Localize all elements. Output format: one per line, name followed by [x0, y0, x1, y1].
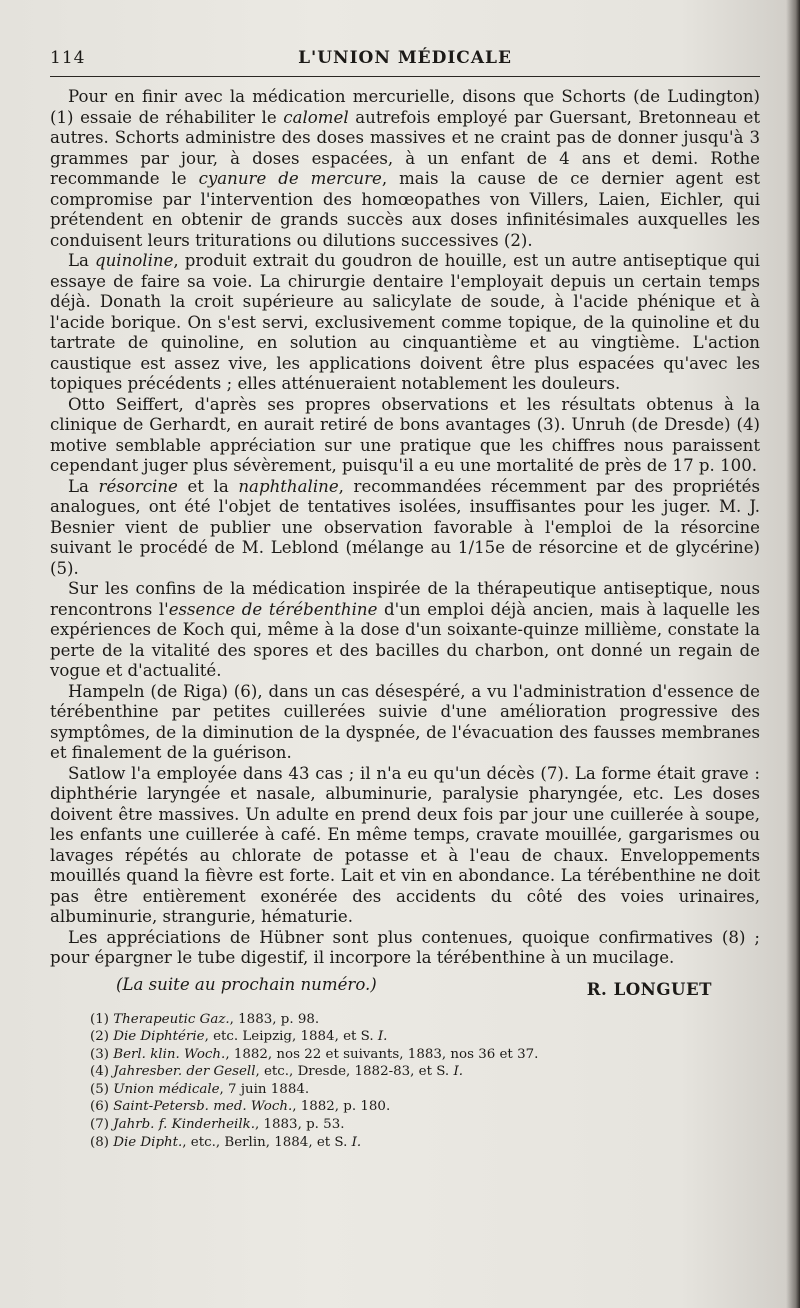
footnote [90, 1134, 760, 1152]
author-signature: R. LONGUET [586, 978, 712, 999]
text-run: d'un emploi déjà ancien, mais à laquelle les expériences de Koch qui, même à la dose d'un soixante-quinze millième, constate la perte de la vitalité des spores et des bacilles du charbon, ont donné un regain de vogue et d'actualité. [50, 599, 760, 680]
italic-term: essence de térébenthine [168, 599, 378, 619]
footnote-text: (6) [90, 1099, 114, 1115]
text-run: , produit extrait du goudron de houille, est un autre antiseptique qui essaye de faire sa voie. La chirurgie dentaire l'employait depuis un certain temps déjà. Donath la croit supérieure au salicylate de soude, à l'acide phénique et à l'acide borique. On s'est servi, exclusivement comme topique, de la quinoline et du tartrate de quinoline, en solution au cinquantième et au vingtième. L'action caustique est assez vive, les applications doivent être plus espacées qu'avec les topiques précédents ; elles atténueraient notablement les douleurs. [50, 251, 760, 393]
footnote-text: (3) [90, 1046, 114, 1062]
text-run: Pour en finir avec la médication mercurielle, disons que Schorts (de Ludington) (1) essaie de réhabiliter le [50, 87, 760, 127]
text-run: Otto Seiffert, d'après ses propres observations et les résultats obtenus à la clinique de Gerhardt, en aurait retiré de bons avantages (3). Unruh (de Dresde) (4) motive semblable appréciation sur une pratique que les chiffres nous paraissent cependant juger plus sévèrement, puisqu'il a eu une mortalité de près de 17 p. 100. [50, 394, 760, 475]
footnote-text: , 1882, nos 22 et suivants, 1883, nos 36 et 37. [225, 1046, 539, 1062]
page-header [50, 46, 760, 77]
page-edge-shadow [786, 0, 800, 1308]
footnote [90, 1116, 760, 1134]
footnote-text: , etc., Dresde, 1882-83, et S. [255, 1064, 454, 1080]
footnote-text: , 1883, p. 98. [229, 1011, 320, 1027]
italic-term: naphthaline [238, 476, 339, 496]
footnote [90, 1063, 760, 1081]
footnote-source: Berl. klin. Woch. [113, 1046, 226, 1062]
text-run: La [68, 476, 99, 496]
paragraph [50, 682, 760, 764]
footnote-text: , 7 juin 1884. [219, 1081, 310, 1097]
footnote-source: I. [377, 1029, 388, 1045]
footnote-text: , 1882, p. 180. [292, 1099, 391, 1115]
footnotes [50, 1011, 760, 1152]
paragraph [50, 579, 760, 682]
text-run: Hampeln (de Riga) (6), dans un cas désespéré, a vu l'administration d'essence de térébenthine par petites cuillerées suivie d'une amélioration progressive des symptômes, de la diminution de la dyspnée, de l'évacuation des fausses membranes et finalement de la guérison. [50, 681, 760, 762]
footnote-source: Therapeutic Gaz. [113, 1011, 230, 1027]
text-run: et la [177, 476, 239, 496]
footnote-text: (2) [90, 1029, 114, 1045]
footnote-source: Jahrb. f. Kinderheilk. [113, 1117, 255, 1133]
paragraph [50, 477, 760, 580]
text-run: La [68, 251, 95, 270]
italic-term: quinoline [94, 251, 174, 270]
footnote [90, 1011, 760, 1029]
footnote-source: Union médicale [113, 1081, 220, 1097]
italic-term: résorcine [98, 476, 178, 496]
footnote-text: (4) [90, 1064, 114, 1080]
text-run: , recommandées récemment par des propriétés analogues, ont été l'objet de tentatives isolées, insuffisantes pour les juger. M. J. Besnier vient de publier une observation favorable à l'emploi de la résorcine suivant le procédé de M. Leblond (mélange au 1/15e de résorcine et de glycérine) (5). [50, 476, 760, 578]
article-closing [50, 975, 760, 999]
italic-term: cyanure de mercure [198, 169, 382, 188]
footnote-text: (1) [90, 1011, 114, 1027]
footnote-text: (5) [90, 1081, 114, 1097]
footnote [90, 1028, 760, 1046]
footnote [90, 1098, 760, 1116]
footnote-source: Jahresber. der Gesell [113, 1064, 256, 1080]
footnote-source: I. [453, 1064, 463, 1080]
article-body [50, 87, 760, 969]
continued-note: (La suite au prochain numéro.) [116, 974, 377, 994]
footnote-source: Die Diphtérie [113, 1029, 205, 1045]
paragraph [50, 251, 760, 395]
text-run: Satlow l'a employée dans 43 cas ; il n'a eu qu'un décès (7). La forme était grave : diphthérie laryngée et nasale, albuminurie, paralysie pharyngée, etc. Les doses doivent être massives. Un adulte en prend deux fois par jour une cuillerée à soupe, les enfants une cuillerée à café. En même temps, cravate mouillée, gargarismes ou lavages répétés au chlorate de potasse et à l'eau de chaux. Enveloppements mouillés quand la fièvre est forte. Lait et vin en abondance. La térébenthine ne doit pas être entièrement exonérée des accidents du côté des voies urinaires, albuminurie, strangurie, hématurie. [50, 763, 760, 926]
running-title: L'UNION MÉDICALE [298, 48, 512, 68]
text-run: Sur les confins de la médication inspirée de la thérapeutique antiseptique, nous rencontrons l' [50, 579, 760, 619]
italic-term: calomel [283, 107, 349, 127]
footnote-text: (8) [90, 1134, 114, 1150]
paragraph [50, 395, 760, 477]
footnote-source: Saint-Petersb. med. Woch. [113, 1099, 293, 1115]
footnote-text: , etc., Berlin, 1884, et S. [182, 1134, 352, 1150]
paragraph [50, 928, 760, 969]
text-run: , mais la cause de ce dernier agent est compromise par l'intervention des homœopathes von Villers, Laien, Eichler, qui prétendent en obtenir de grands succès aux doses infinitésimales auxquelles les conduisent leurs triturations ou dilutions successives (2). [50, 169, 760, 250]
text-run: autrefois employé par Guersant, Bretonneau et autres. Schorts administre des doses massives et ne craint pas de donner jusqu'à 3 grammes par jour, à doses espacées, à un enfant de 4 ans et demi. Rothe recommande le [50, 107, 760, 188]
text-run: Les appréciations de Hübner sont plus contenues, quoique confirmatives (8) ; pour épargner le tube digestif, il incorpore la térébenthine à un mucilage. [50, 927, 760, 967]
footnote-text: , etc. Leipzig, 1884, et S. [204, 1029, 378, 1045]
footnote-text: , 1883, p. 53. [254, 1117, 345, 1133]
footnote-text: (7) [90, 1117, 114, 1133]
footnote [90, 1046, 760, 1064]
footnote [90, 1081, 760, 1099]
paragraph [50, 87, 760, 251]
page-number: 114 [50, 48, 86, 68]
footnote-source: I. [351, 1134, 362, 1150]
footnote-source: Die Dipht. [113, 1134, 183, 1150]
paragraph [50, 764, 760, 928]
